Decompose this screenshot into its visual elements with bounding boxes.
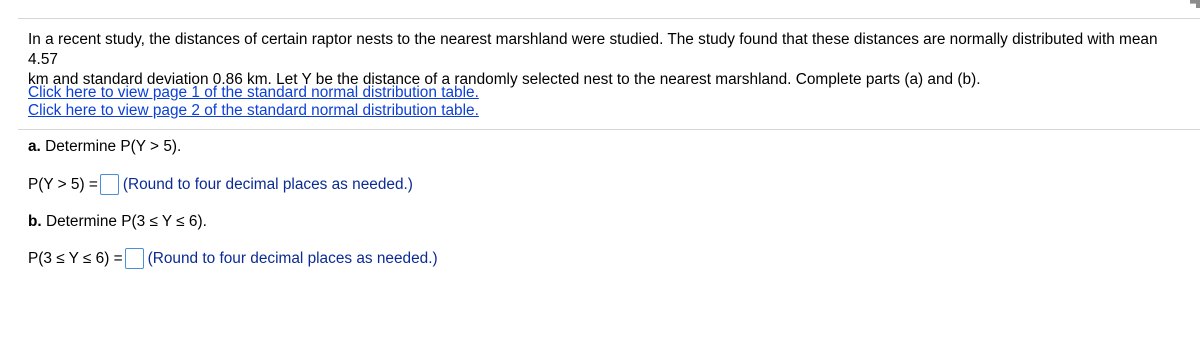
part-b-prompt: Determine P(3 ≤ Y ≤ 6). (45, 213, 207, 230)
part-a-heading (28, 137, 181, 157)
part-b-label: b. (28, 213, 42, 230)
part-a-prompt: Determine P(Y > 5). (45, 138, 182, 155)
part-b-answer-prefix: P(3 ≤ Y ≤ 6) = (28, 249, 123, 267)
normal-table-page-2-link[interactable]: Click here to view page 2 of the standard normal distribution table. (28, 102, 479, 119)
part-b-rounding-hint: (Round to four decimal places as needed.) (147, 249, 438, 267)
question-line-2: km and standard deviation 0.86 km. Let Y be the distance of a randomly selected nest to the nearest marshland. Complete parts (a) and (b). (28, 71, 981, 88)
part-a-answer-prefix: P(Y > 5) = (28, 175, 98, 193)
part-b-answer-row (28, 248, 438, 269)
part-a-answer-input[interactable] (100, 174, 119, 195)
top-divider (18, 18, 1200, 19)
part-b-heading (28, 212, 207, 232)
table-links (28, 84, 479, 120)
part-a-answer-row (28, 174, 413, 195)
part-b-answer-input[interactable] (125, 248, 144, 269)
corner-tool-icon[interactable] (1190, 0, 1200, 8)
normal-table-page-1-link[interactable]: Click here to view page 1 of the standard normal distribution table. (28, 84, 479, 101)
part-a-label: a. (28, 138, 41, 155)
question-line-1: In a recent study, the distances of certain raptor nests to the nearest marshland were studied. The study found that these distances are normally distributed with mean 4.57 (28, 31, 1158, 68)
question-text (28, 30, 1188, 90)
part-a-rounding-hint: (Round to four decimal places as needed.) (122, 175, 413, 193)
section-divider (18, 129, 1200, 130)
